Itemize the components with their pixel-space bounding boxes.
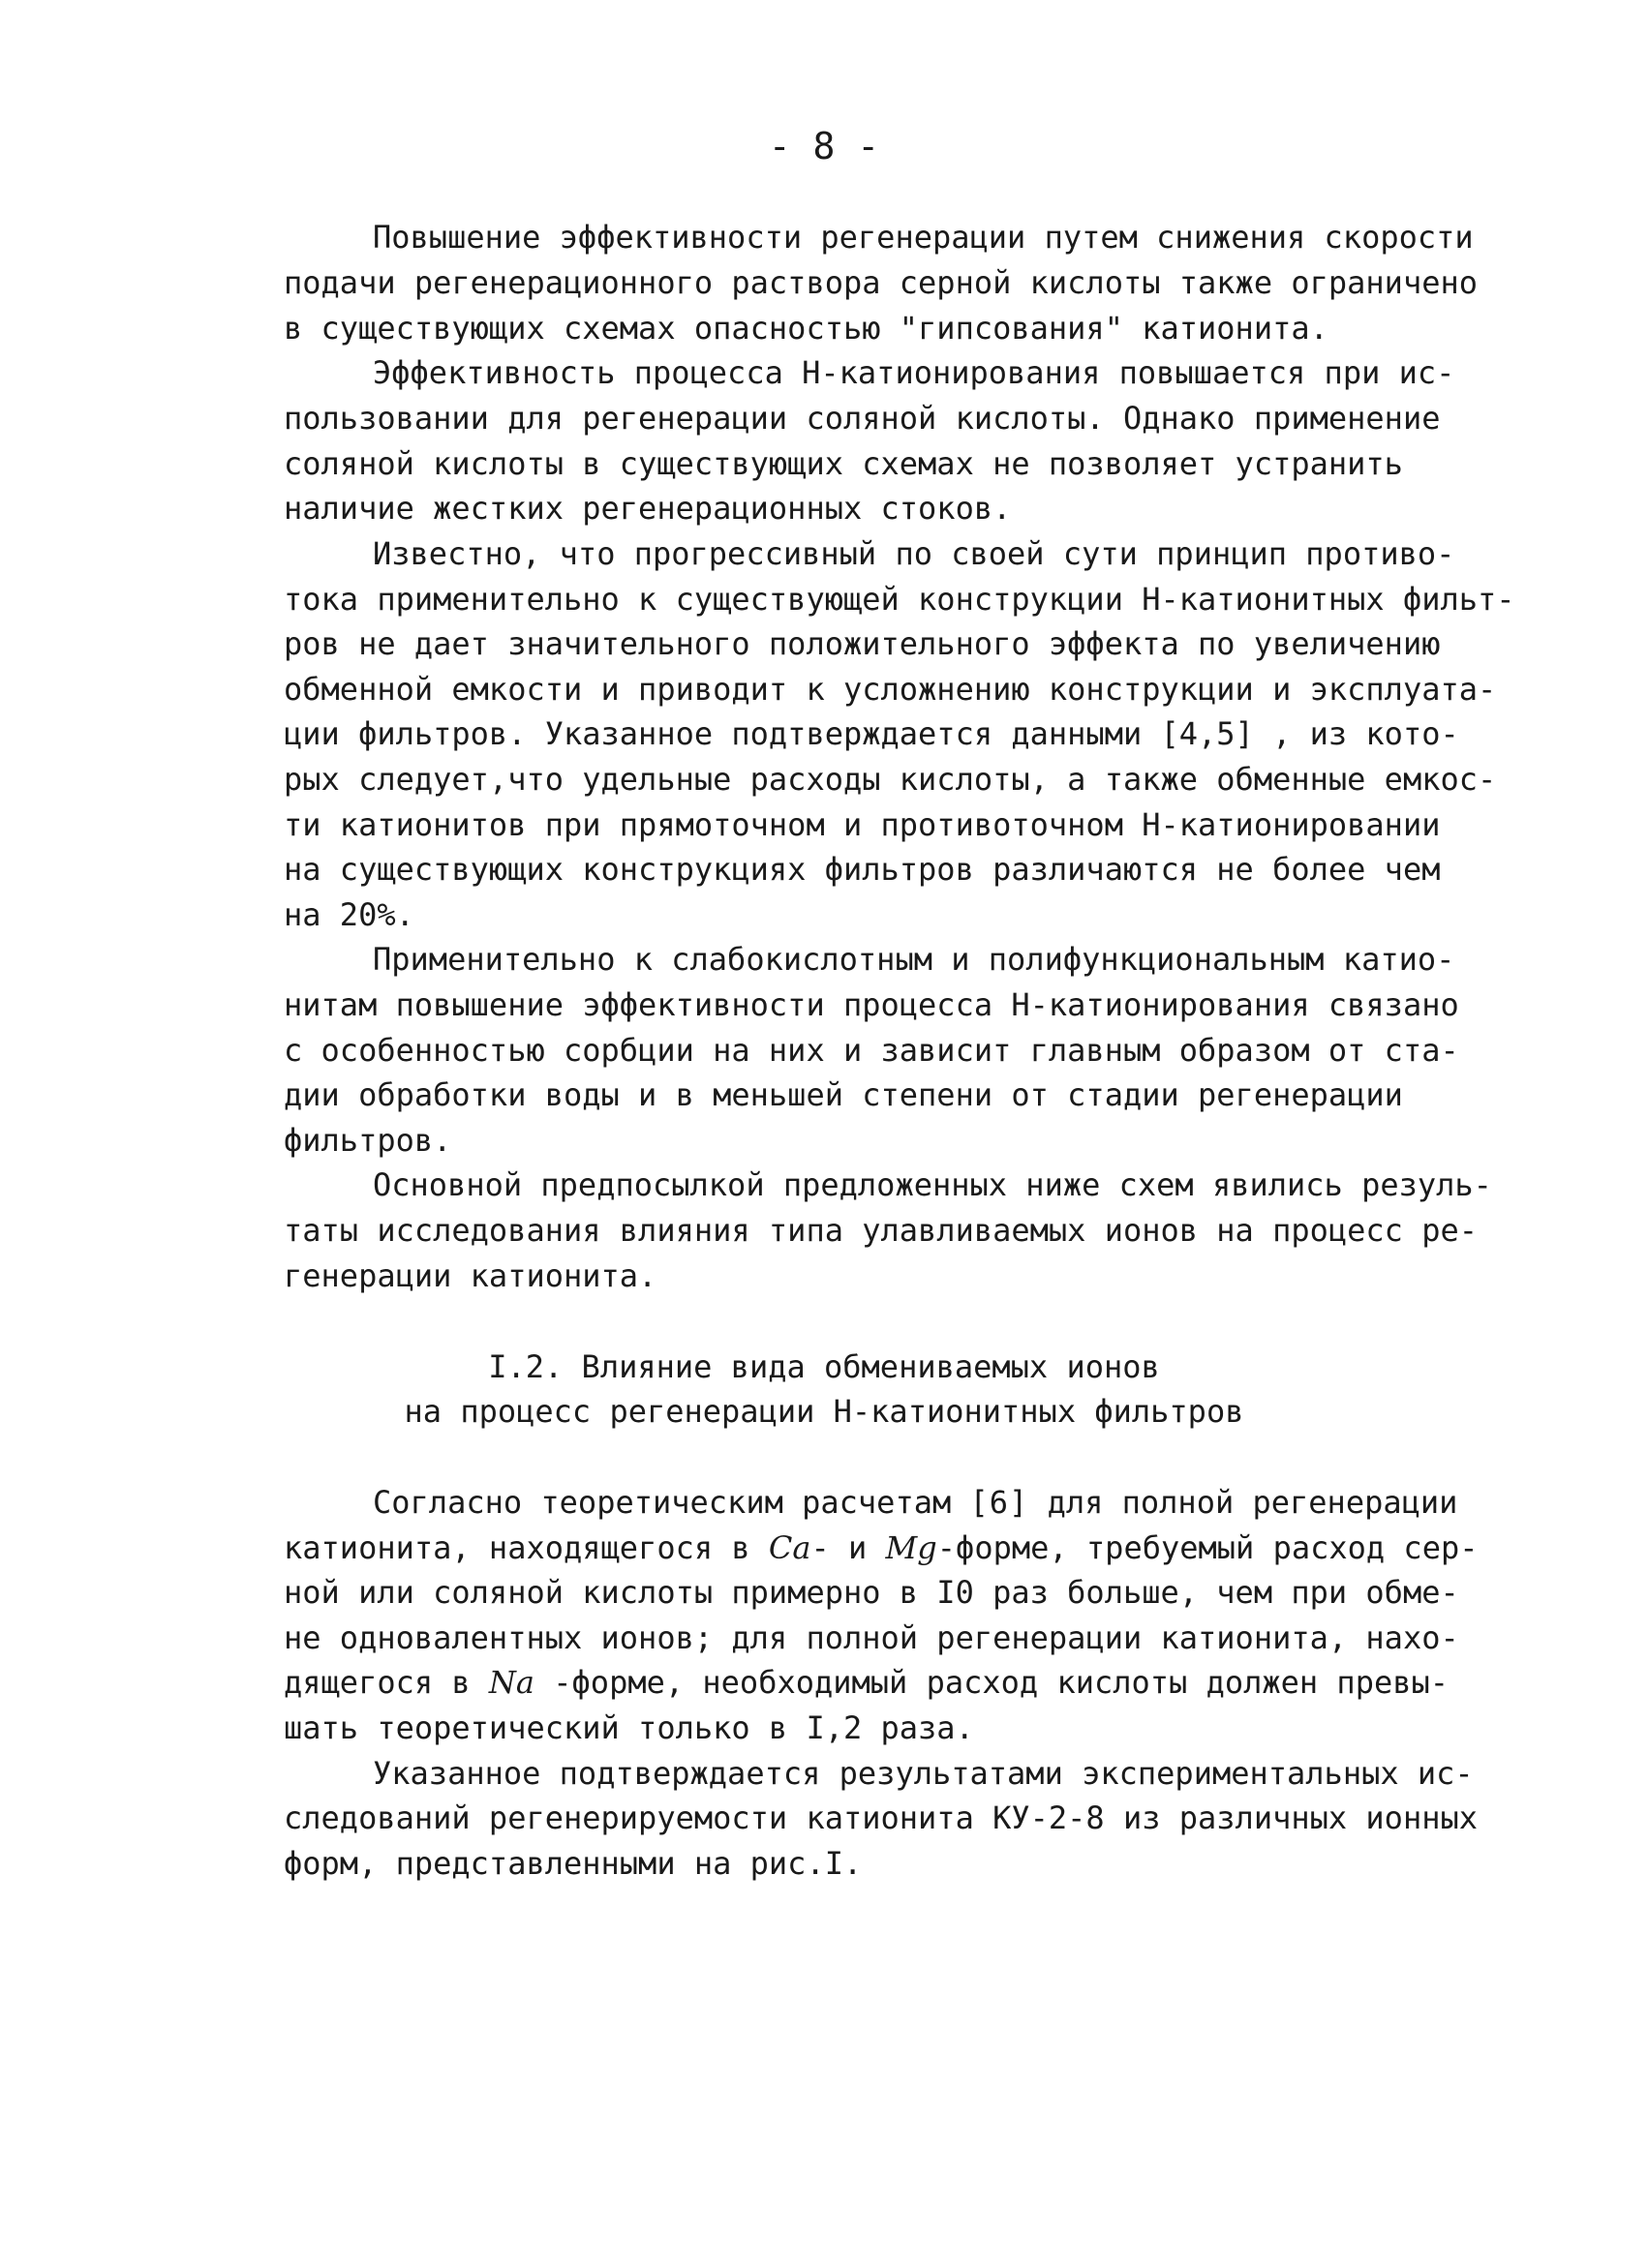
section-heading-line-2: на процесс регенерации Н-катионитных фильтров [404, 1393, 1244, 1430]
text-line: Основной предпосылкой предложенных ниже схем явились резуль- [373, 1166, 1492, 1203]
text-line: ти катионитов при прямоточном и противоточном Н-катионировании [284, 806, 1441, 843]
text-line: дии обработки воды и в меньшей степени от стадии регенерации [284, 1076, 1403, 1113]
text-run: - и [810, 1529, 886, 1566]
text-line: следований регенерируемости катионита КУ-2-8 из различных ионных [284, 1799, 1478, 1836]
text-line: на существующих конструкциях фильтров различаются не более чем [284, 851, 1441, 888]
text-line: ров не дает значительного положительного эффекта по увеличению [284, 625, 1441, 662]
text-run: Согласно теоретическим расчетам [373, 1484, 970, 1521]
ion-symbol: Mg [885, 1529, 937, 1566]
text-line: таты исследования влияния типа улавливаемых ионов на процесс ре- [284, 1212, 1478, 1249]
text-line: пользовании для регенерации соляной кислоты. Однако применение [284, 400, 1441, 437]
text-run: дящегося в [284, 1664, 489, 1701]
ion-symbol: Ca [768, 1529, 811, 1566]
text-line: не одновалентных ионов; для полной регенерации катионита, нахо- [284, 1619, 1459, 1656]
text-run: -форме, необходимый расход кислоты должен превы- [534, 1664, 1450, 1701]
text-line: нитам повышение эффективности процесса Н-катионирования связано [284, 986, 1459, 1023]
text-line: Эффективность процесса Н-катионирования повышается при ис- [373, 354, 1455, 391]
page-number: - 8 - [768, 125, 880, 167]
ion-symbol: Na [488, 1664, 534, 1701]
text-run: для полной регенерации [1028, 1484, 1458, 1521]
text-line: на 20%. [284, 896, 414, 933]
text-line: шать теоретический только в I,2 раза. [284, 1709, 974, 1746]
text-line: Применительно к слабокислотным и полифункциональным катио- [373, 941, 1455, 978]
text-line: рых следует,что удельные расходы кислоты, а также обменные емкос- [284, 761, 1497, 798]
text-line: обменной емкости и приводит к усложнению конструкции и эксплуата- [284, 671, 1497, 708]
text-line: Указанное подтверждается результатами экспериментальных ис- [373, 1755, 1474, 1792]
text-line [284, 1660, 1449, 1706]
text-line: Повышение эффективности регенерации путем снижения скорости [373, 219, 1474, 256]
text-line: генерации катионита. [284, 1257, 657, 1294]
reference-citation: [6] [969, 1484, 1029, 1521]
text-line: ции фильтров. Указанное подтверждается данными [4,5] , из кото- [284, 715, 1459, 752]
text-run: катионита, находящегося в [284, 1529, 769, 1566]
text-line: наличие жестких регенерационных стоков. [284, 490, 1012, 527]
text-line [373, 1480, 1457, 1526]
text-line: фильтров. [284, 1122, 452, 1159]
text-line: тока применительно к существующей конструкции Н-катионитных фильт- [284, 581, 1515, 618]
section-heading-line-1: I.2. Влияние вида обмениваемых ионов [488, 1348, 1160, 1385]
text-line: в существующих схемах опасностью "гипсования" катионита. [284, 310, 1328, 347]
text-line: Известно, что прогрессивный по своей сути принцип противо- [373, 535, 1455, 572]
text-line: форм, представленными на рис.I. [284, 1845, 863, 1882]
text-line: подачи регенерационного раствора серной кислоты также ограничено [284, 264, 1478, 301]
text-line: с особенностью сорбции на них и зависит главным образом от ста- [284, 1032, 1459, 1069]
text-line [284, 1526, 1478, 1571]
text-run: -форме, требуемый расход сер- [936, 1529, 1479, 1566]
text-line: соляной кислоты в существующих схемах не позволяет устранить [284, 445, 1403, 482]
text-line: ной или соляной кислоты примерно в I0 раз больше, чем при обме- [284, 1574, 1459, 1611]
